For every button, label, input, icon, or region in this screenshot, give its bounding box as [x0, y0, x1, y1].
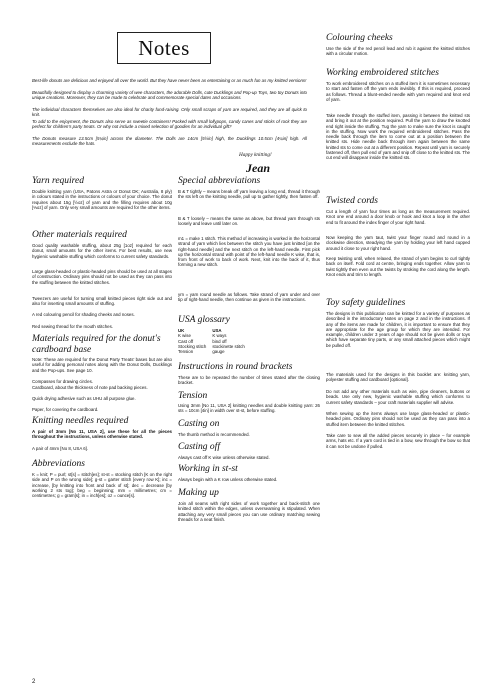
glossary-usa: stockinette stitch: [212, 343, 245, 349]
glossary-usa: bind off: [212, 338, 227, 344]
special-abbr-para: yrn = yarn round needle as follows. Take strand of yarn under and over tip of right-hand needle, then continue as given in the instructions.: [178, 292, 320, 303]
table-row: [178, 349, 251, 354]
tension-text: Using 3mm [No 11, USA 2] knitting needles and double knitting yarn: 26 sts = 10cm [4in] in width over st-st, before stuffing.: [178, 403, 320, 414]
signature: Jean: [246, 161, 270, 175]
glossary-col-uk: UK: [178, 328, 185, 333]
colouring-cheeks-heading: Colouring cheeks: [326, 33, 393, 43]
embroidered-heading: Working embroidered stitches: [326, 68, 439, 78]
glossary-usa: K ways: [212, 333, 227, 339]
making-up-heading: Making up: [178, 488, 219, 498]
glossary-uk: K wise: [178, 333, 191, 339]
colouring-cheeks-text: Use the side of the red pencil lead and rub it against the knitted stitches with a circular motion.: [326, 46, 470, 57]
toy-safety-para: Take care to sew all the added pieces securely in place – for example arms, hats etc. If a yarn cord is tied in a bow, sew through the bow so that it can not be undone if pulled.: [326, 433, 470, 449]
cardboard-para: Paper, for covering the cardboard.: [32, 407, 99, 412]
casting-on-heading: Casting on: [178, 419, 220, 429]
abbreviations-text: K = knit; P = purl; st[s] = stitch[es]; st-st = stocking stitch [K on the right side and P on the wrong side]; g-st = garter stitch [every row K]; inc = increase, [by knitting into front and back of st]; dec = decrease [by working 2 sts tog]; beg = beginning; mm = millimetres; cm = centimetres; g = gram[s]; in = inch[es]; oz = ounce[s].: [32, 472, 172, 499]
glossary-usa: gauge: [212, 349, 225, 355]
cardboard-para: Compasses for drawing circles.: [32, 379, 94, 384]
page-number: 2: [32, 679, 36, 685]
needles-text2: A pair of 4mm [No 8, USA 6].: [32, 446, 89, 451]
casting-on-text: The thumb method is recommended.: [178, 432, 250, 437]
needles-heading: Knitting needles required: [32, 416, 129, 426]
casting-off-heading: Casting off: [178, 442, 220, 452]
other-materials-para: Tweezers are useful for turning small knitted pieces right side out and also for inserting small amounts of stuffing.: [32, 296, 172, 307]
other-materials-para: A red colouring pencil for shading cheeks and noses.: [32, 312, 135, 317]
toy-safety-para: The materials used for the designs in this booklet are: knitting yarn, polyester stuffing and cardboard [optional].: [326, 372, 470, 383]
working-stst-heading: Working in st-st: [178, 464, 238, 474]
toy-safety-para: Do not add any other materials such as wire, pipe cleaners, buttons or beads. Use only new, hygienic washable stuffing which conforms to current safety standards – your craft materials supplier will advise.: [326, 389, 470, 405]
twisted-cords-para: Cut a length of yarn four times as long as the measurement required. Knot one end around a door knob or hook and knot a loop in the other end to fit around the index finger of your right hand.: [326, 209, 470, 225]
round-brackets-heading: Instructions in round brackets: [178, 362, 293, 372]
cardboard-para: Note: These are required for the Donut Party Treats' bases but are also useful for adding personal notes along with the Donut Dolls, Ducklings and the Pop-ups. See page 10.: [32, 357, 172, 373]
usa-glossary-heading: USA glossary: [178, 315, 230, 325]
twisted-cords-para: Keep twisting until, when relaxed, the strand of yarn begins to curl tightly back on itself. Fold cord at centre, bringing ends together. Allow yarn to twist tightly then even out the twists by stroking the cord along the length. Knot ends and trim to length.: [326, 256, 470, 277]
happy-knitting: Happy knitting!: [239, 152, 272, 158]
intro-para: Best-life donuts are delicious and enjoyed all over the world. But they have never been as entertaining or as much fun as my knitted versions!: [32, 78, 307, 83]
special-abbr-para: B & T tightly – means break off yarn leaving a long end, thread it through the sts left on the knitting needle, pull up to gather tightly, then fasten off.: [178, 189, 320, 200]
needles-text: A pair of 3mm [No 11, USA 2], use these for all the pieces throughout the instructions, unless otherwise stated.: [32, 429, 172, 440]
embroidered-para: Take needle through the stuffed item, passing it between the knitted sts and bring it out at the position required. Pull the yarn to draw the knotted end right inside the stuffing. Tug the yarn to make sure the knot is caught in the stuffing. Now work the required embroidered stitches. Pass the needle back through the item to come out at a position between the knitted sts. Hide needle back through item again between the same knitted sts to come out at a different position. Repeat until yarn is securely fastened off, then pull end of yarn and snip off close to the knitted sts. The cut end will disappear inside the knitted sts.: [326, 113, 470, 161]
toy-safety-para: The designs in this publication can be knitted for a variety of purposes as described in the introductory Notes on page 2 and in the instructions. If any of the items are made for children, it is important to ensure that they are appropriate for the age group for which they are intended. For example, children under 3 years of age should not be given dolls or toys which have separate tiny parts, or any small attached pieces which might be pulled off.: [326, 311, 470, 348]
twisted-cords-heading: Twisted cords: [326, 196, 378, 206]
special-abbr-para: B & T loosely – means the same as above, but thread yarn through sts loosely and leave until later on.: [178, 216, 320, 227]
abbreviations-heading: Abbreviations: [32, 459, 85, 469]
twisted-cords-para: Now keeping the yarn taut, twist your finger round and round in a clockwise direction, steadying the yarn by holding your left hand cupped around it close to your right hand.: [326, 235, 470, 251]
intro-para: The individual characters themselves are also ideal for charity fund-raising. Only small scraps of yarn are required, and they are all quick to knit.: [32, 107, 307, 118]
glossary-uk: Tension: [178, 349, 194, 355]
intro-para: The Donuts measure 13.5cm [5¼in] across the diameter. The Dolls are 14cm [5½in] high, the Ducklings 10.5cm [4¼in] high. All measurements exclude the hats.: [32, 136, 307, 147]
other-materials-para: Red sewing thread for the mouth stitches.: [32, 324, 114, 329]
casting-off-text: Always cast off K wise unless otherwise stated.: [178, 455, 270, 460]
page-title: Notes: [138, 35, 190, 60]
intro-para: Beautifully designed to display a charming variety of wee characters, the adorable Dolls, cute Ducklings and Pop-up Toys, two toy Donuts into unique creations. Moreover, they can be made to celebrate and commemorate special dates and occasions.: [32, 90, 307, 101]
glossary-uk: Cast off: [178, 338, 194, 344]
embroidered-para: To work embroidered stitches on a stuffed item it is sometimes necessary to start and fasten off the yarn ends invisibly. If this is required, proceed as follows. Thread a blunt-ended needle with yarn required and knot end of yarn.: [326, 81, 470, 102]
special-abbr-heading: Special abbreviations: [178, 176, 261, 186]
yarn-required-text: Double knitting yarn (USA, Patons Astra or Donut DK; Australia, 8 ply) in colours stated in the instructions or colours of your choice. The donut requires about 15g [½oz] of yarn and the filling requires about 10g [⅓oz] of yarn. Only very small amounts are required for the other items.: [32, 189, 172, 210]
yarn-required-heading: Yarn required: [32, 176, 84, 186]
glossary-uk: Stocking stitch: [178, 343, 207, 349]
making-up-text: Join all seams with right sides of work together and back-stitch one knitted stitch within the edges, unless overseaming is stipulated. When attaching any very small pieces you can use ordinary matching sewing threads for a neat finish.: [178, 501, 320, 522]
toy-safety-para: When sewing up the items always use large glass-headed or plastic-headed pins. Ordinary pins should not be used as they can pass into a stuffed item between the knitted stitches.: [326, 411, 470, 427]
toy-safety-heading: Toy safety guidelines: [326, 298, 406, 308]
other-materials-heading: Other materials required: [32, 230, 127, 240]
cardboard-heading: Materials required for the donut's cardboard base: [32, 334, 161, 355]
special-abbr-para: m1 = make 1 stitch. This method of increasing is worked in the horizontal strand of yarn which lies between the stitch you have just knitted [on the right-hand needle] and the next stitch on the left-hand needle. First pick up the horizontal strand with point of the left-hand needle K wise, that is, from front of work to back of work. Next, knit into the back of it, thus forming a new stitch.: [178, 236, 320, 268]
other-materials-para: Good quality washable stuffing, about 25g [1oz] required for each donut, small amounts for the other items. For best results, use new hygienic washable stuffing which conforms to current safety standards.: [32, 243, 172, 259]
cardboard-para: Quick drying adhesive such as UHU all purpose glue.: [32, 396, 136, 401]
other-materials-para: Large glass-headed or plastic-headed pins should be used at all stages of construction. Ordinary pins should not be used as they can pass into the stuffing between the knitted stitches.: [32, 269, 172, 285]
glossary-table: [178, 328, 251, 354]
cardboard-para: Cardboard, about the thickness of note pad backing pieces.: [32, 385, 148, 390]
intro-para: To add to the enjoyment, the Donuts also serve as sweetie containers! Packed with small lollypops, candy canes and sticks of rock they are perfect for children's party treats. Or why not include a mixed selection of goodies for an individual gift?: [32, 119, 307, 130]
working-stst-text: Always begin with a K row unless otherwise stated.: [178, 477, 278, 482]
round-brackets-text: These are to be repeated the number of times stated after the closing bracket.: [178, 375, 320, 386]
glossary-col-usa: USA: [212, 328, 222, 333]
title-box: [117, 32, 211, 64]
tension-heading: Tension: [178, 391, 208, 401]
